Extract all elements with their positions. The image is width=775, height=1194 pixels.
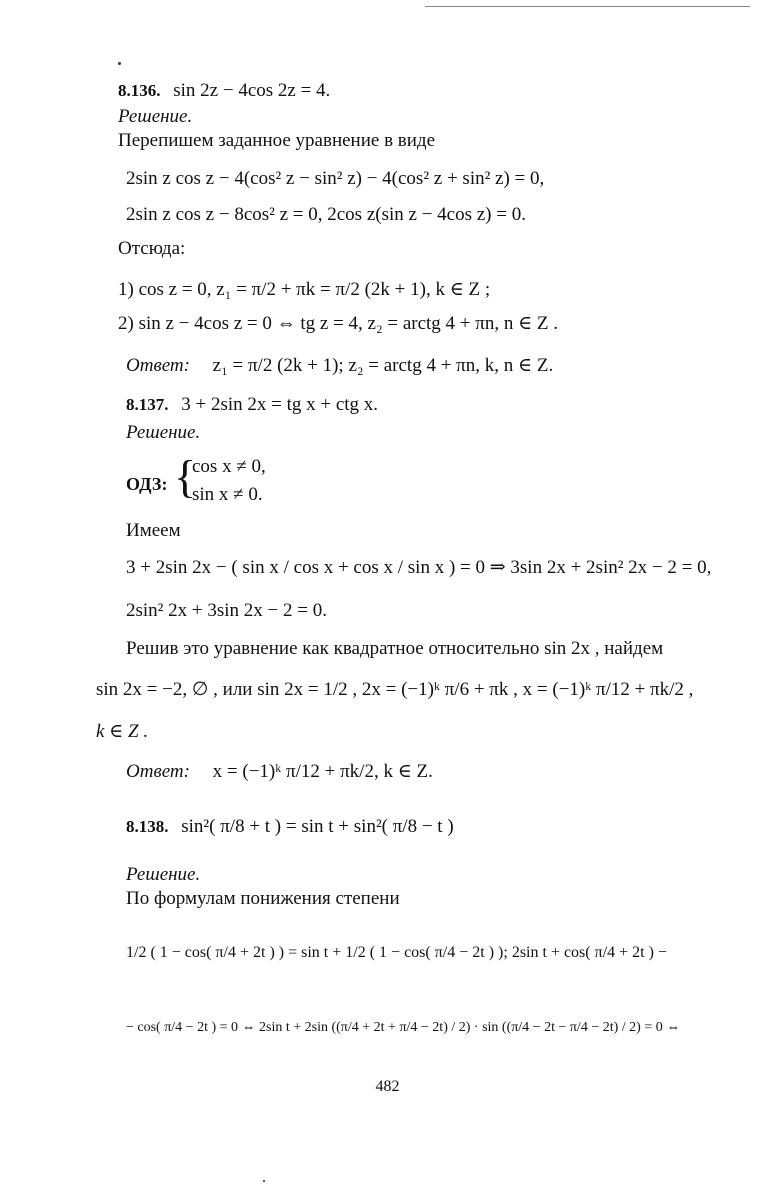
equation-line: 2sin² 2x + 3sin 2x − 2 = 0.: [126, 600, 327, 621]
case-line: 1) cos z = 0, z₁ = π/2 + πk = π/2 (2k + 1), k ∈ Z ;: [118, 279, 491, 300]
problem-number: 8.136.: [118, 81, 161, 100]
solution-label: Решение.: [126, 422, 201, 443]
solution-label: Решение.: [118, 106, 193, 127]
speck: [118, 62, 121, 65]
intro-text: Перепишем заданное уравнение в виде: [118, 130, 436, 151]
problem-137-header: [126, 394, 378, 416]
equation-line: sin 2x = −2, ∅ , или sin 2x = 1/2 , 2x = (−1)ᵏ π/6 + πk , x = (−1)ᵏ π/12 + πk/2 ,: [96, 679, 694, 700]
answer-text: z₁ = π/2 (2k + 1); z₂ = arctg 4 + πn, k, n ∈ Z.: [212, 355, 554, 376]
have-text: Имеем: [126, 520, 181, 541]
problem-138-header: [126, 816, 454, 838]
equation-line: 1/2 ( 1 − cos( π/4 + 2t ) ) = sin t + 1/2 ( 1 − cos( π/4 − 2t ) ); 2sin t + cos( π/4 + 2t ) −: [126, 944, 667, 961]
answer-line: [126, 354, 553, 377]
speck: [263, 1180, 265, 1182]
problem-number: 8.138.: [126, 817, 169, 836]
equation-line: 2sin z cos z − 8cos² z = 0, 2cos z(sin z − 4cos z) = 0.: [126, 204, 526, 225]
odz-label: ОДЗ:: [126, 474, 168, 494]
answer-label: Ответ:: [126, 761, 190, 782]
problem-number: 8.137.: [126, 395, 169, 414]
hence-text: Отсюда:: [118, 238, 186, 259]
odz-condition: cos x ≠ 0,: [192, 456, 266, 477]
equation-line: 2sin z cos z − 4(cos² z − sin² z) − 4(cos² z + sin² z) = 0,: [126, 168, 545, 189]
problem-equation: 3 + 2sin 2x = tg x + ctg x.: [181, 394, 379, 415]
top-rule: [425, 6, 750, 7]
answer-text: x = (−1)ᵏ π/12 + πk/2, k ∈ Z.: [212, 761, 433, 782]
problem-136-header: [118, 80, 330, 102]
odz-condition: sin x ≠ 0.: [192, 484, 263, 505]
paragraph-text: Решив это уравнение как квадратное относительно sin 2x , найдем: [126, 638, 664, 659]
page-number: 482: [375, 1078, 400, 1095]
answer-line: [126, 760, 433, 783]
problem-equation: sin²( π/8 + t ) = sin t + sin²( π/8 − t ): [181, 816, 454, 837]
equation-line: k ∈ Z .: [96, 721, 149, 742]
intro-text: По формулам понижения степени: [126, 888, 400, 909]
answer-label: Ответ:: [126, 355, 190, 376]
system-brace: {: [174, 451, 197, 502]
equation-line: 3 + 2sin 2x − ( sin x / cos x + cos x / sin x ) = 0 ⇒ 3sin 2x + 2sin² 2x − 2 = 0,: [126, 557, 712, 578]
equation-line: − cos( π/4 − 2t ) = 0 ⇔ 2sin t + 2sin ((π/4 + 2t + π/4 − 2t) / 2) · sin ((π/4 − 2t − π/4 − 2t) / 2) = 0 ⇔: [126, 1020, 681, 1035]
case-line: 2) sin z − 4cos z = 0 ⇔ tg z = 4, z₂ = arctg 4 + πn, n ∈ Z .: [118, 313, 559, 334]
solution-label: Решение.: [126, 864, 201, 885]
problem-equation: sin 2z − 4cos 2z = 4.: [173, 80, 331, 101]
